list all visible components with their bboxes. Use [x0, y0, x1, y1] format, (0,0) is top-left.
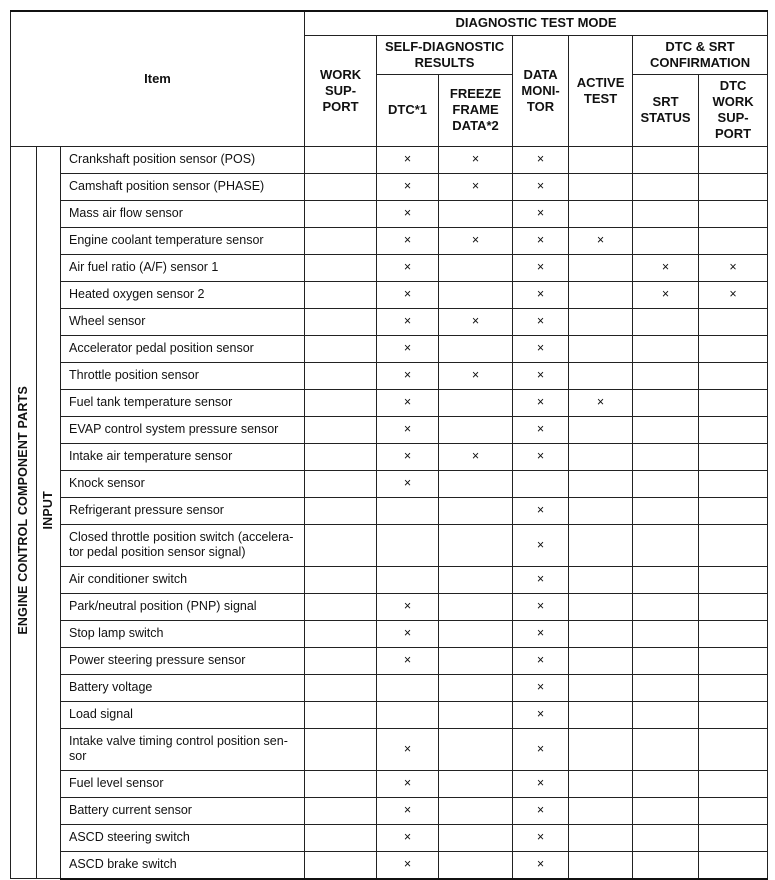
active-test-cell — [569, 200, 633, 227]
table-row — [11, 797, 768, 824]
freeze-frame-data-cell — [439, 389, 513, 416]
work-support-cell — [305, 593, 377, 620]
dtc-cell: × — [377, 146, 439, 173]
srt-status-cell — [633, 227, 699, 254]
table-row — [11, 497, 768, 524]
data-monitor-cell: × — [513, 443, 569, 470]
active-test-cell — [569, 524, 633, 566]
work-support-cell — [305, 497, 377, 524]
table-row — [11, 593, 768, 620]
srt-status-cell — [633, 566, 699, 593]
active-test-cell — [569, 701, 633, 728]
data-monitor-cell: × — [513, 647, 569, 674]
srt-status-cell — [633, 647, 699, 674]
dtc-cell: × — [377, 308, 439, 335]
freeze-frame-data-cell — [439, 593, 513, 620]
data-monitor-cell: × — [513, 620, 569, 647]
dtc-cell: × — [377, 335, 439, 362]
dtc-work-support-cell — [699, 851, 768, 879]
work-support-cell — [305, 824, 377, 851]
srt-status-cell — [633, 797, 699, 824]
dtc-work-support-cell — [699, 647, 768, 674]
dtc-work-support-cell — [699, 335, 768, 362]
item-name: Intake air temperature sensor — [61, 443, 305, 470]
work-support-cell — [305, 851, 377, 879]
table-row — [11, 620, 768, 647]
srt-status-cell — [633, 146, 699, 173]
item-name: EVAP control system pressure sensor — [61, 416, 305, 443]
work-support-cell — [305, 173, 377, 200]
subcategory-label: INPUT — [41, 491, 55, 530]
dtc-work-support-cell — [699, 146, 768, 173]
table-row — [11, 362, 768, 389]
work-support-cell — [305, 701, 377, 728]
dtc-work-support-cell — [699, 362, 768, 389]
item-name: Knock sensor — [61, 470, 305, 497]
freeze-frame-data-cell — [439, 254, 513, 281]
freeze-frame-data-cell — [439, 497, 513, 524]
srt-status-cell — [633, 701, 699, 728]
srt-status-cell — [633, 824, 699, 851]
srt-status-cell — [633, 470, 699, 497]
diagnostic-test-mode-table — [10, 10, 768, 880]
freeze-frame-data-cell: × — [439, 362, 513, 389]
active-test-cell — [569, 254, 633, 281]
work-support-cell — [305, 470, 377, 497]
item-name: Accelerator pedal position sensor — [61, 335, 305, 362]
srt-status-cell — [633, 728, 699, 770]
item-name: Mass air flow sensor — [61, 200, 305, 227]
table-row — [11, 443, 768, 470]
dtc-work-support-cell — [699, 797, 768, 824]
srt-status-cell — [633, 389, 699, 416]
item-name: Air fuel ratio (A/F) sensor 1 — [61, 254, 305, 281]
data-monitor-cell: × — [513, 173, 569, 200]
item-name: Throttle position sensor — [61, 362, 305, 389]
dtc-cell: × — [377, 416, 439, 443]
item-name: Refrigerant pressure sensor — [61, 497, 305, 524]
item-name: Intake valve timing control position sen-sor — [61, 728, 305, 770]
table-row — [11, 227, 768, 254]
data-monitor-cell: × — [513, 524, 569, 566]
work-support-cell — [305, 200, 377, 227]
data-monitor-cell — [513, 470, 569, 497]
work-support-cell — [305, 362, 377, 389]
data-monitor-cell: × — [513, 851, 569, 879]
data-monitor-cell: × — [513, 281, 569, 308]
freeze-frame-data-cell — [439, 281, 513, 308]
active-test-header: ACTIVE TEST — [569, 35, 633, 146]
dtc-work-support-cell — [699, 593, 768, 620]
srt-status-cell — [633, 308, 699, 335]
dtc-cell: × — [377, 647, 439, 674]
srt-status-cell — [633, 362, 699, 389]
active-test-cell — [569, 362, 633, 389]
active-test-cell — [569, 497, 633, 524]
data-monitor-cell: × — [513, 593, 569, 620]
srt-status-cell — [633, 593, 699, 620]
data-monitor-cell: × — [513, 770, 569, 797]
table-row — [11, 200, 768, 227]
active-test-cell — [569, 851, 633, 879]
freeze-frame-data-cell — [439, 728, 513, 770]
active-test-cell — [569, 335, 633, 362]
freeze-frame-data-cell — [439, 470, 513, 497]
freeze-frame-data-cell — [439, 620, 513, 647]
freeze-frame-data-cell — [439, 524, 513, 566]
dtc-cell — [377, 524, 439, 566]
dtc-work-support-cell — [699, 173, 768, 200]
data-monitor-cell: × — [513, 728, 569, 770]
dtc-work-support-cell — [699, 770, 768, 797]
dtc-work-support-cell — [699, 389, 768, 416]
work-support-cell — [305, 335, 377, 362]
dtc-cell: × — [377, 824, 439, 851]
srt-status-cell — [633, 416, 699, 443]
work-support-cell — [305, 416, 377, 443]
dtc-work-support-cell — [699, 701, 768, 728]
item-name: Crankshaft position sensor (POS) — [61, 146, 305, 173]
work-support-cell — [305, 254, 377, 281]
dtc-cell: × — [377, 362, 439, 389]
table-header — [11, 11, 768, 146]
table-row — [11, 254, 768, 281]
table-row — [11, 146, 768, 173]
freeze-frame-data-cell: × — [439, 308, 513, 335]
freeze-frame-data-cell — [439, 797, 513, 824]
active-test-cell — [569, 281, 633, 308]
dtc-cell: × — [377, 281, 439, 308]
active-test-cell: × — [569, 227, 633, 254]
active-test-cell — [569, 824, 633, 851]
active-test-cell — [569, 470, 633, 497]
active-test-cell — [569, 566, 633, 593]
item-name: Heated oxygen sensor 2 — [61, 281, 305, 308]
item-name: Power steering pressure sensor — [61, 647, 305, 674]
dtc-cell: × — [377, 254, 439, 281]
freeze-frame-data-cell — [439, 851, 513, 879]
dtc-work-support-cell — [699, 227, 768, 254]
data-monitor-cell: × — [513, 701, 569, 728]
work-support-cell — [305, 797, 377, 824]
dtc-cell — [377, 497, 439, 524]
table-body — [11, 146, 768, 879]
table-row — [11, 389, 768, 416]
dtc-cell — [377, 701, 439, 728]
freeze-frame-data-cell: × — [439, 443, 513, 470]
active-test-cell — [569, 647, 633, 674]
active-test-cell — [569, 416, 633, 443]
table-row — [11, 335, 768, 362]
item-name: Air conditioner switch — [61, 566, 305, 593]
category-label: ENGINE CONTROL COMPONENT PARTS — [16, 385, 30, 635]
dtc-cell: × — [377, 200, 439, 227]
dtc-work-support-cell — [699, 620, 768, 647]
srt-status-cell — [633, 497, 699, 524]
work-support-cell — [305, 524, 377, 566]
dtc-cell: × — [377, 389, 439, 416]
dtc-work-support-cell — [699, 497, 768, 524]
item-name: Park/neutral position (PNP) signal — [61, 593, 305, 620]
dtc-work-support-header: DTC WORK SUP- PORT — [699, 74, 768, 146]
data-monitor-cell: × — [513, 362, 569, 389]
item-name: Load signal — [61, 701, 305, 728]
dtc-cell: × — [377, 173, 439, 200]
freeze-frame-data-cell: × — [439, 227, 513, 254]
srt-status-cell — [633, 335, 699, 362]
data-monitor-cell: × — [513, 566, 569, 593]
srt-status-cell — [633, 443, 699, 470]
srt-status-cell: × — [633, 254, 699, 281]
item-name: Battery current sensor — [61, 797, 305, 824]
dtc-work-support-cell — [699, 674, 768, 701]
srt-status-cell — [633, 620, 699, 647]
freeze-frame-data-cell — [439, 566, 513, 593]
freeze-frame-data-cell — [439, 824, 513, 851]
freeze-frame-data-cell — [439, 674, 513, 701]
work-support-cell — [305, 566, 377, 593]
srt-status-cell — [633, 851, 699, 879]
active-test-cell — [569, 593, 633, 620]
self-diagnostic-results-header: SELF-DIAGNOSTIC RESULTS — [377, 35, 513, 74]
srt-status-cell — [633, 173, 699, 200]
dtc-cell: × — [377, 728, 439, 770]
table-row — [11, 281, 768, 308]
work-support-cell — [305, 146, 377, 173]
srt-status-cell: × — [633, 281, 699, 308]
dtc-work-support-cell — [699, 200, 768, 227]
dtc-work-support-cell — [699, 524, 768, 566]
table-row — [11, 674, 768, 701]
dtc-work-support-cell — [699, 416, 768, 443]
work-support-cell — [305, 281, 377, 308]
freeze-frame-data-cell — [439, 647, 513, 674]
work-support-cell — [305, 389, 377, 416]
data-monitor-cell: × — [513, 824, 569, 851]
data-monitor-cell: × — [513, 389, 569, 416]
table-row — [11, 173, 768, 200]
freeze-frame-data-cell — [439, 335, 513, 362]
item-name: Fuel tank temperature sensor — [61, 389, 305, 416]
work-support-cell — [305, 770, 377, 797]
diagnostic-table-page — [10, 10, 767, 880]
item-name: Engine coolant temperature sensor — [61, 227, 305, 254]
data-monitor-cell: × — [513, 497, 569, 524]
data-monitor-cell: × — [513, 227, 569, 254]
freeze-frame-data-cell — [439, 416, 513, 443]
data-monitor-cell: × — [513, 797, 569, 824]
category-cell — [11, 146, 37, 879]
dtc-work-support-cell — [699, 443, 768, 470]
item-name: Battery voltage — [61, 674, 305, 701]
work-support-cell — [305, 308, 377, 335]
item-header: Item — [11, 11, 305, 146]
freeze-frame-data-cell: × — [439, 173, 513, 200]
table-row — [11, 470, 768, 497]
active-test-cell: × — [569, 389, 633, 416]
dtc-srt-confirmation-header: DTC & SRT CONFIRMATION — [633, 35, 768, 74]
freeze-frame-data-cell — [439, 200, 513, 227]
table-row — [11, 851, 768, 879]
work-support-cell — [305, 674, 377, 701]
data-monitor-cell: × — [513, 254, 569, 281]
data-monitor-cell: × — [513, 674, 569, 701]
dtc-cell: × — [377, 851, 439, 879]
item-name: ASCD steering switch — [61, 824, 305, 851]
active-test-cell — [569, 770, 633, 797]
dtc-work-support-cell — [699, 308, 768, 335]
table-row — [11, 566, 768, 593]
dtc-cell: × — [377, 770, 439, 797]
item-name: Fuel level sensor — [61, 770, 305, 797]
subcategory-cell — [37, 146, 61, 879]
active-test-cell — [569, 620, 633, 647]
work-support-cell — [305, 728, 377, 770]
table-row — [11, 770, 768, 797]
work-support-cell — [305, 443, 377, 470]
dtc-cell: × — [377, 593, 439, 620]
item-name: Camshaft position sensor (PHASE) — [61, 173, 305, 200]
freeze-frame-data-cell — [439, 770, 513, 797]
table-row — [11, 416, 768, 443]
data-monitor-cell: × — [513, 335, 569, 362]
dtc-work-support-cell — [699, 566, 768, 593]
dtc-cell: × — [377, 227, 439, 254]
active-test-cell — [569, 728, 633, 770]
active-test-cell — [569, 146, 633, 173]
work-support-cell — [305, 620, 377, 647]
dtc-work-support-cell — [699, 470, 768, 497]
freeze-frame-data-cell — [439, 701, 513, 728]
active-test-cell — [569, 443, 633, 470]
dtc-cell — [377, 566, 439, 593]
dtc-cell: × — [377, 797, 439, 824]
active-test-cell — [569, 797, 633, 824]
item-name: Closed throttle position switch (accelera-tor pedal position sensor signal) — [61, 524, 305, 566]
srt-status-header: SRT STATUS — [633, 74, 699, 146]
table-row — [11, 728, 768, 770]
active-test-cell — [569, 674, 633, 701]
dtc-header: DTC*1 — [377, 74, 439, 146]
table-row — [11, 824, 768, 851]
work-support-cell — [305, 227, 377, 254]
data-monitor-cell: × — [513, 416, 569, 443]
table-row — [11, 701, 768, 728]
srt-status-cell — [633, 200, 699, 227]
freeze-frame-data-cell: × — [439, 146, 513, 173]
work-support-header: WORK SUP- PORT — [305, 35, 377, 146]
dtc-work-support-cell — [699, 728, 768, 770]
active-test-cell — [569, 308, 633, 335]
srt-status-cell — [633, 674, 699, 701]
srt-status-cell — [633, 524, 699, 566]
srt-status-cell — [633, 770, 699, 797]
dtc-work-support-cell: × — [699, 254, 768, 281]
dtc-work-support-cell — [699, 824, 768, 851]
active-test-cell — [569, 173, 633, 200]
dtc-cell — [377, 674, 439, 701]
item-name: Stop lamp switch — [61, 620, 305, 647]
item-name: ASCD brake switch — [61, 851, 305, 879]
dtc-cell: × — [377, 443, 439, 470]
dtc-cell: × — [377, 620, 439, 647]
dtc-work-support-cell: × — [699, 281, 768, 308]
table-row — [11, 647, 768, 674]
data-monitor-header: DATA MONI- TOR — [513, 35, 569, 146]
work-support-cell — [305, 647, 377, 674]
table-row — [11, 524, 768, 566]
table-row — [11, 308, 768, 335]
data-monitor-cell: × — [513, 200, 569, 227]
item-name: Wheel sensor — [61, 308, 305, 335]
diagnostic-test-mode-header: DIAGNOSTIC TEST MODE — [305, 11, 768, 35]
dtc-cell: × — [377, 470, 439, 497]
data-monitor-cell: × — [513, 308, 569, 335]
data-monitor-cell: × — [513, 146, 569, 173]
freeze-frame-data-header: FREEZE FRAME DATA*2 — [439, 74, 513, 146]
